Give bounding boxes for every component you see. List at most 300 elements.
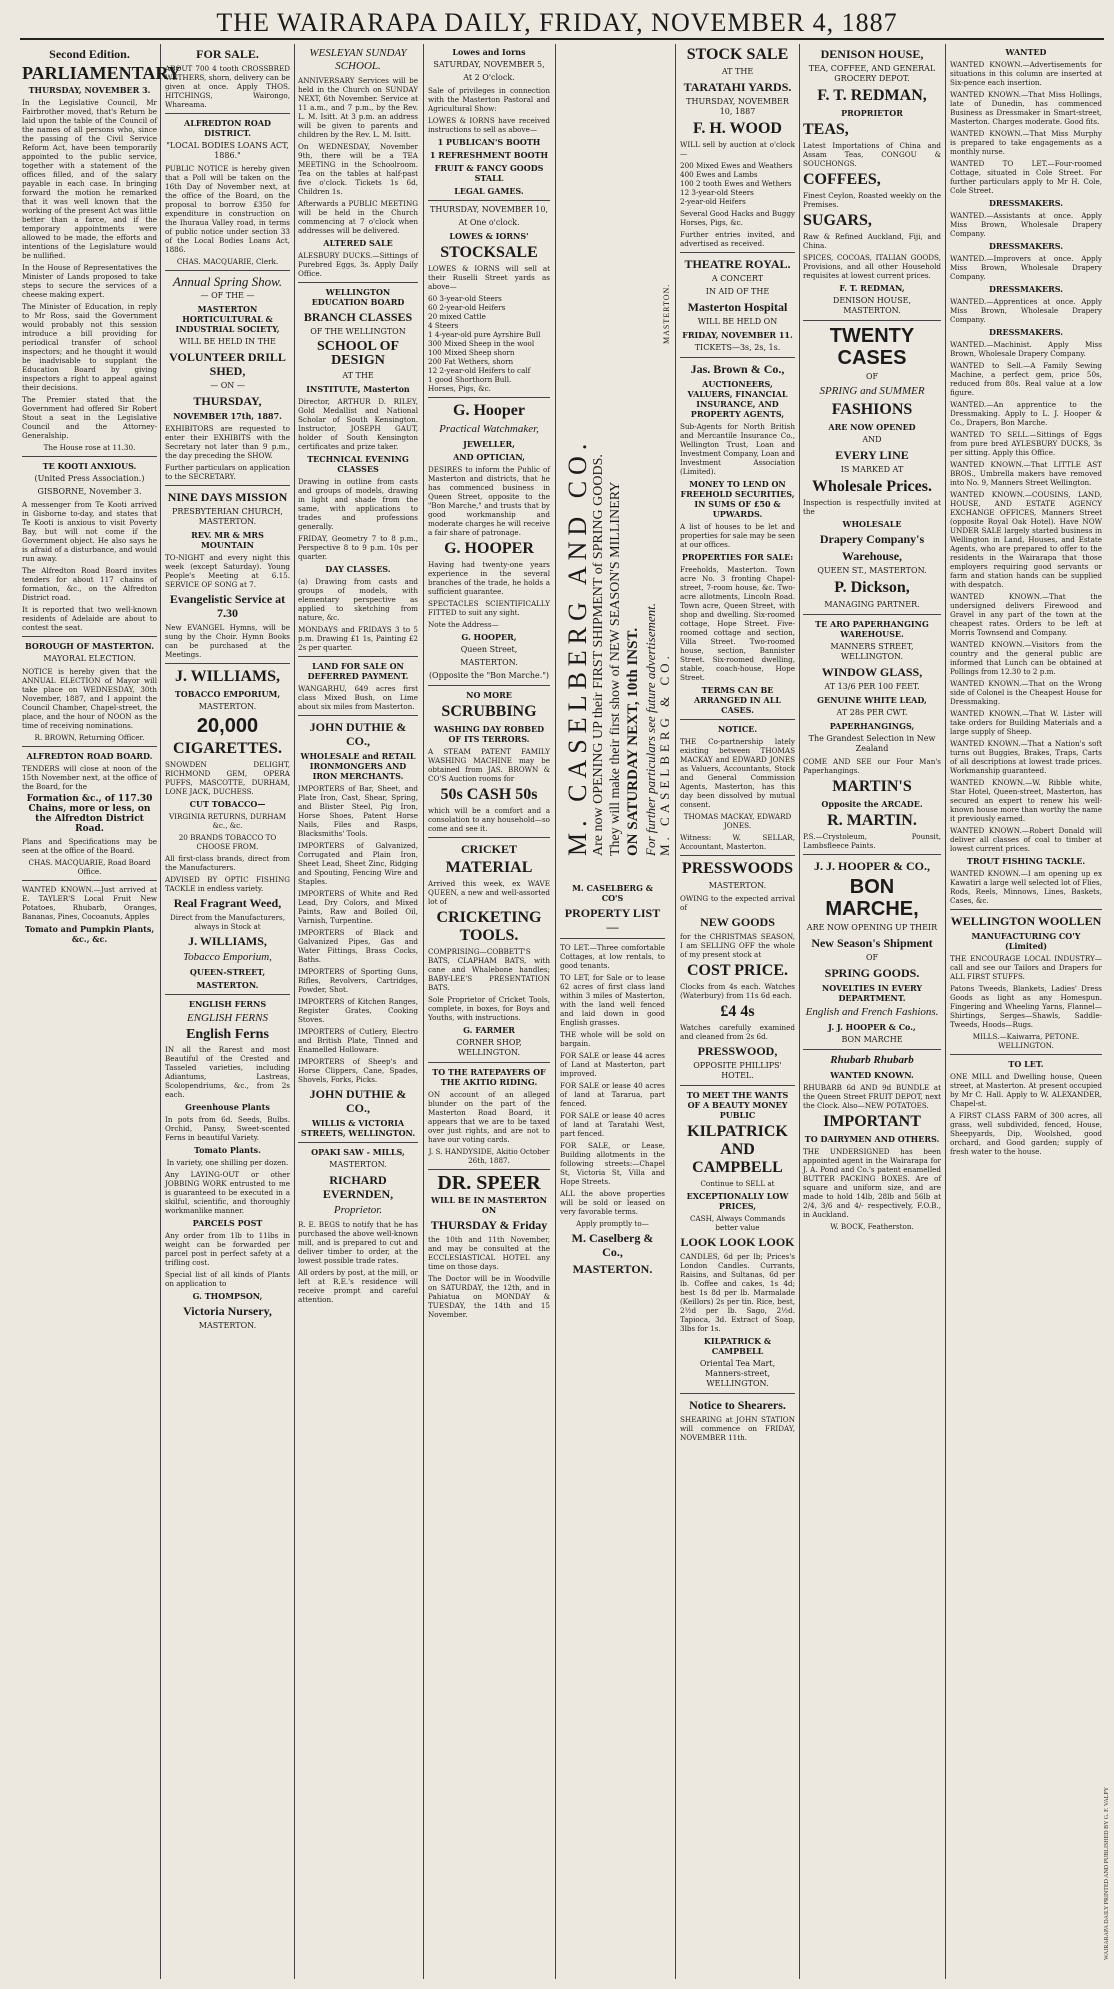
advert-paragraph: IN all the Rarest and most Beautiful of the Crested and Tasseled varieties, including Adiantums, Lastreas, Scolopendriums, &c., from 2s each. (165, 1045, 290, 1099)
warehouse-sub: Opposite the ARCADE. (821, 799, 923, 809)
advert-paragraph: (a) Drawing from casts and groups of models, with elementary perspective as applied to sketching from nature, &c. (298, 577, 418, 622)
advert-paragraph: ONE MILL and Dwelling house, Queen street, at Masterton. At present occupied by Mr C. Hall. Apply to W. ALEXANDER, Chapel-st. (950, 1072, 1102, 1108)
tolet-heading: TO LET. (1008, 1059, 1044, 1069)
letter-signature: J. S. HANDYSIDE, Akitio October 26th, 1887. (428, 1147, 550, 1165)
notice-heading: NOTICE. (717, 724, 758, 734)
advert-paragraph: MONDAYS and FRIDAYS 3 to 5 p.m. Drawing £1 1s, Painting £2 2s per quarter. (298, 625, 418, 652)
grocer-sub: LOOK LOOK LOOK (680, 1235, 795, 1249)
wanted-heading: WANTED (1005, 47, 1047, 57)
notice-paragraph: PUBLIC NOTICE is hereby given that a Poll will be taken on the 16th Day of November next, at the office of the Board, on the proposal to borrow £350 for expenditure in construction on the Ihuraua Valley road, in terms of public notice under section 33 of the Local Bodies Loans Act, 1886. (165, 164, 290, 254)
cricket-heading: MATERIAL (445, 859, 533, 876)
doctor-heading: DR. SPEER (437, 1172, 541, 1194)
article-paragraph: The Premier stated that the Government had offered Sir Robert Stout a seat in the Legislative Council and the Attorney-Generalship. (22, 395, 157, 440)
property-item: TO LET, for Sale or to lease 62 acres of first class land within 3 miles of Masterton, with the land well fenced and laid down in good English grasses. (560, 973, 665, 1027)
show-day: THURSDAY, (193, 394, 262, 408)
rhubarb-heading: Rhubarb Rhubarb (830, 1054, 914, 1066)
notice-paragraph: Witness: W. SELLAR, Accountant, Masterton. (680, 833, 795, 851)
advert-heading: J. WILLIAMS, (188, 934, 267, 948)
advert-paragraph: ABOUT 700 4 tooth CROSSBRED WETHERS, shorn, delivery can be given at once. Apply THOS. HITCHINGS, Wairongo, Whareama. (165, 64, 290, 109)
separator (803, 854, 941, 855)
column-divider (945, 44, 946, 1979)
separator (298, 1142, 418, 1143)
advert-paragraph: Further entries invited, and advertised as received. (680, 230, 795, 248)
auction-item: 1 PUBLICAN'S BOOTH (437, 137, 541, 147)
advert-paragraph: Having had twenty-one years experience in the several branches of the trade, he holds a sufficient guarantee. (428, 560, 550, 596)
section-heading: PARLIAMENTARY (22, 63, 181, 83)
column-6 (680, 44, 795, 1979)
grocer-heading: KILPATRICK AND CAMPBELL (687, 1123, 788, 1176)
cricket-heading: CRICKETING TOOLS. (436, 909, 542, 944)
grocer-owner: F. T. REDMAN, (839, 283, 905, 293)
grocer-name: KILPATRICK & CAMPBELL (703, 1336, 772, 1356)
separator (165, 994, 290, 995)
advert-sub: MASTERTON. (198, 702, 257, 711)
advert-paragraph: R. E. BEGS to notify that he has purchased the above well-known mill, and is prepared to cut and deliver timber to order, at the lowest possible trade rates. (298, 1220, 418, 1265)
separator (680, 719, 795, 720)
advert-heading: ENGLISH FERNS (187, 1012, 268, 1024)
column-4 (428, 44, 550, 1979)
stock-sub: AT THE (721, 67, 754, 76)
property-item: Apply promptly to— (576, 1219, 649, 1228)
show-text: MASTERTON HORTICULTURAL & INDUSTRIAL SOCIETY, (175, 304, 280, 334)
advert-paragraph: LOWES & IORNS have received instructions to sell as above— (428, 116, 550, 134)
concert-heading: THEATRE ROYAL. (684, 257, 791, 271)
drapery-sub: WHOLESALE (842, 519, 902, 529)
merchant-heading: JOHN DUTHIE & CO., (309, 720, 407, 748)
auction-heading: LOWES & IORNS' (449, 231, 529, 241)
advert-paragraph: IMPORTERS of Galvanized, Corrugated and Plain Iron, Sheet Lead, Sheet Zinc, Ridging and Spouting, Fencing Wire and Staples. (298, 841, 418, 886)
separator (560, 938, 665, 939)
separator (22, 636, 157, 637)
separator (803, 320, 941, 321)
notice-signature: CHAS. MACQUARIE, Road Board Office. (28, 858, 151, 876)
advert-paragraph: In variety, one shilling per dozen. (166, 1158, 289, 1167)
show-heading: Annual Spring Show. (172, 274, 283, 289)
advert-paragraph: The Doctor will be in Woodville on SATURDAY, the 12th, and in Pahiatua on MONDAY & TUESDAY, the 14th and 15 November. (428, 1274, 550, 1319)
advert-figure: 20,000 (196, 715, 259, 737)
fashion-sub: SPRING and SUMMER (819, 385, 925, 397)
advert-paragraph: Several Good Hacks and Buggy Horses, Pigs, &c. (680, 209, 795, 227)
column-7 (803, 44, 941, 1979)
advert-paragraph: THE ENCOURAGE LOCAL INDUSTRY—call and see our Tailors and Drapers for ALL FIRST STUFFS. (950, 954, 1102, 981)
column-5 (560, 880, 665, 1980)
draper-heading: New Season's Shipment (811, 936, 933, 950)
advert-paragraph: All first-class brands, direct from the Manufacturers. (165, 854, 290, 872)
auction-heading: Lowes and Iorns (452, 47, 526, 57)
advert-paragraph: IMPORTERS of Sporting Guns, Rifles, Revolvers, Cartridges, Powder, Shot. (298, 967, 418, 994)
wanted-item: WANTED KNOWN.—That the undersigned delivers Firewood and Gravel in any part of the town at the cheapest rates. Orders to be left at Morris Townsend and Company. (950, 592, 1102, 637)
separator (22, 880, 157, 881)
auction-item: FRUIT & FANCY GOODS STALL (434, 163, 544, 183)
advert-paragraph: A FIRST CLASS FARM of 300 acres, all grass, well subdivided, fenced, House, Sheepyards, Dip, Woolshed, good orchard, and Good garden; supply of fresh water to the house. (950, 1111, 1102, 1156)
column-divider (555, 44, 556, 1979)
advert-paragraph: ON account of an alleged blunder on the part of the Masterton Road Board, it appears that we are to be taxed over just rights, and are not to have our voting cards. (428, 1090, 550, 1144)
concert-tickets: TICKETS—3s, 2s, 1s. (694, 343, 781, 352)
advert-paragraph: FRIDAY, Geometry 7 to 8 p.m., Perspective 8 to 9 p.m. 10s per quarter. (298, 534, 418, 561)
advert-sub: Tobacco Emporium, (183, 951, 272, 963)
warehouse-sub: The Grandest Selection in New Zealand (808, 734, 936, 753)
watchmaker-address: MASTERTON. (460, 658, 518, 667)
auction-time: At 2 O'clock. (463, 73, 515, 82)
merchant-sub: WILLIS & VICTORIA STREETS, WELLINGTON. (300, 1118, 416, 1138)
advert-paragraph: SPECTACLES SCIENTIFICALLY FITTED to suit any sight. (428, 599, 550, 617)
drapery-heading: Drapery Company's (819, 532, 925, 546)
property-item: TO LET.—Three comfortable Cottages, at low rentals, to good tenants. (560, 943, 665, 970)
wanted-item: WANTED TO SELL.—Sittings of Eggs from pure bred AYLESBURY DUCKS, 3s per sitting. Apply this Office. (950, 430, 1102, 457)
draper-sub: NOVELTIES IN EVERY DEPARTMENT. (821, 983, 923, 1003)
grocer-owner: F. T. REDMAN, (817, 87, 927, 104)
draper-sub: English and French Fashions. (805, 1006, 939, 1018)
article-paragraph: The House rose at 11.30. (43, 443, 136, 452)
wanted-item: WANTED KNOWN.—W. Ribble white, Star Hotel, Queen-street, Masterton, has secured an expert to renew his well-known house more than worthy the name it previously earned. (950, 778, 1102, 823)
washing-heading: NO MORE (466, 690, 512, 700)
advert-paragraph: Watches carefully examined and cleaned from 2s 6d. (680, 1023, 795, 1041)
wanted-item: WANTED KNOWN.—I am opening up ex Kawatiri a large well selected lot of Flies, Rods, Reels, Minnows, Lines, Baskets, Cases, &c. (950, 869, 1102, 905)
advert-signature: MILLS.—Kaiwarra, PETONE. WELLINGTON. (972, 1032, 1080, 1050)
fashion-sub: EVERY LINE (835, 448, 909, 462)
notice-subheading: "LOCAL BODIES LOANS ACT, 1886." (166, 141, 289, 160)
warehouse-heading: MARTIN'S (832, 778, 912, 795)
class-sub: OF THE WELLINGTON (310, 327, 406, 336)
advert-paragraph: Patons Tweeds, Blankets, Ladies' Dress Goods as light as any Homespun. Fingering and Wheeling Yarns, Flannel—Shirtings, Serges—Shawls, Saddle-Tweeds, Hoods—Rugs. (950, 984, 1102, 1029)
wanted-item: WANTED KNOWN.—Visitors from the country and the general public are informed that Lunch can be obtained at Pollings from 12.30 to 2 p.m. (950, 640, 1102, 676)
separator (950, 1054, 1102, 1055)
column-2 (165, 44, 290, 1979)
separator (165, 270, 290, 271)
show-text: WILL BE HELD IN THE (179, 337, 276, 346)
show-date: NOVEMBER 17th, 1887. (173, 411, 282, 421)
separator (803, 614, 941, 615)
vertical-advert-line: They will make their first show of NEW SEASON'S MILLINERY (608, 481, 623, 856)
advert-paragraph: Special list of all kinds of Plants on application to (165, 1270, 290, 1288)
advert-paragraph: RHUBARB 6d AND 9d BUNDLE at the Queen Street FRUIT DEPOT, next the Clock. Also—NEW POTATOES. (803, 1083, 941, 1110)
warehouse-heading: TE ARO PAPERHANGING WAREHOUSE. (815, 619, 929, 639)
property-heading: M. CASELBERG & CO'S (572, 883, 653, 903)
advert-paragraph: ALESBURY DUCKS.—Sittings of Purebred Eggs, 3s. Apply Daily Office. (298, 251, 418, 278)
advert-paragraph: All orders by post, at the mill, or left at R.E.'s residence will receive prompt and careful attention. (298, 1268, 418, 1304)
column-1 (22, 44, 181, 1979)
wanted-item: WANTED.—Improvers at once. Apply Miss Brown, Wholesale Drapery Company. (950, 254, 1102, 281)
mill-sub: Proprietor. (333, 1204, 383, 1216)
advert-paragraph: IMPORTERS of Bar, Sheet, and Plate Iron, Cast, Shear, Spring, and Blister Steel, Pig Iron, Horse Shoes, Patent Horse Nails, Files and Rasps, Blacksmiths' Tools. (298, 784, 418, 838)
advert-sub: Greenhouse Plants (185, 1102, 270, 1112)
advert-paragraph: SPICES, COCOAS, ITALIAN GOODS, Provisions, and all other Household requisites at lowest current prices. (803, 253, 941, 280)
separator (165, 663, 290, 664)
wanted-heading: DRESSMAKERS. (988, 284, 1064, 294)
advert-paragraph: On WEDNESDAY, November 9th, there will be a TEA MEETING in the Schoolroom. Tea on the tables at half-past five o'clock. Tickets 1s 6d, Children 1s. (298, 142, 418, 196)
dairy-sub: TO DAIRYMEN AND OTHERS. (804, 1134, 940, 1144)
advert-paragraph: Continue to SELL at (700, 1179, 775, 1188)
separator (680, 252, 795, 253)
column-divider (423, 44, 424, 1979)
advert-paragraph: Any order from 1lb to 11lbs in weight can be forwarded per parcel post in perfect safety at a trifling cost. (165, 1231, 290, 1267)
property-agent: MASTERTON. (572, 1262, 653, 1276)
drapery-sub: MANAGING PARTNER. (824, 600, 920, 609)
column-divider (675, 44, 676, 1979)
advert-heading: ALTERED SALE (323, 238, 393, 248)
notice-subheading: MAYORAL ELECTION. (43, 654, 136, 663)
advert-paragraph: OWING to the expected arrival of (680, 894, 795, 912)
advert-paragraph: Finest Ceylon, Roasted weekly on the Premises. (803, 191, 941, 209)
advert-paragraph: for the CHRISTMAS SEASON, I am SELLING OFF the whole of my present stock at (680, 932, 795, 959)
notice-signature: CHAS. MACQUARIE, Clerk. (176, 257, 279, 266)
article-subheading: (United Press Association.) (34, 474, 145, 483)
warehouse-product: GENUINE WHITE LEAD, (817, 695, 927, 705)
concert-sub: A CONCERT (711, 274, 764, 283)
auction-item: LEGAL GAMES. (454, 186, 524, 196)
separator (428, 685, 550, 686)
advert-sub: Tomato Plants. (194, 1145, 261, 1155)
wanted-item: WANTED to Sell.—A Family Sewing Machine, a perfect gem, price 50s, reduced from 80s. Real value at a low figure. (950, 361, 1102, 397)
agent-sub: PROPERTIES FOR SALE: (681, 552, 794, 562)
warehouse-price: AT 13/6 PER 100 FEET. (824, 682, 920, 691)
fashion-sub: IS MARKED AT (840, 465, 904, 474)
separator (680, 1393, 795, 1394)
advert-sub: CUT TOBACCO— (189, 799, 266, 809)
notice-paragraph: THE Co-partnership lately existing between THOMAS MACKAY and EDWARD JONES as Valuers, Accountants, Stock and General Commission Agents, Masterton, has this day been dissolved by mutual consent. (680, 737, 795, 809)
advert-paragraph: IMPORTERS of Sheep's and Horse Clippers, Cane, Spades, Shovels, Forks, Picks. (298, 1057, 418, 1084)
separator (298, 656, 418, 657)
masthead-rule (20, 38, 1104, 40)
shop-sub: TO MEET THE WANTS OF A BEAUTY MONEY PUBLIC (686, 1090, 789, 1120)
show-venue: VOLUNTEER DRILL SHED, (169, 350, 286, 378)
wanted-item: WANTED KNOWN.—That W. Lister will take orders for Building Materials and a large supply of Sheep. (950, 709, 1102, 736)
property-item: THE whole will be sold on bargain. (560, 1030, 665, 1048)
grocer-sub: TEA, COFFEE, AND GENERAL GROCERY DEPOT. (808, 64, 936, 83)
advert-paragraph: the 10th and 11th November, and may be consulted at the ECCLESIASTICAL HOTEL any time on those days. (428, 1235, 550, 1271)
separator (428, 397, 550, 398)
wanted-item: WANTED KNOWN.—COUSINS, LAND, HOUSE, AND ESTATE AGENCY EXCHANGE OFFICES, Manners Street (opposite Royal Oak Hotel). Have NOW UNDER SALE largely started business in Wellington in Land, Houses, and Estate Agents, who are prepared to offer to the residents in the Wairarapa that those employers requiring good servants or farm and station hands can be supplied with despatch. (950, 490, 1102, 589)
advert-paragraph: Sole Proprietor of Cricket Tools, complete, in boxes, for Boys and Youths, with instructions. (428, 995, 550, 1022)
advert-paragraph: Raw & Refined Auckland, Fiji, and China. (803, 232, 941, 250)
property-heading: PROPERTY LIST— (564, 906, 661, 934)
show-text: — ON — (210, 381, 245, 390)
woollen-heading: WELLINGTON WOOLLEN (950, 914, 1102, 928)
fashion-sub: AND (862, 435, 882, 444)
advert-paragraph: WANGARHU, 649 acres first class Mixed Bush, on Lime about six miles from Masterton. (298, 684, 418, 711)
cricket-seller: G. FARMER (463, 1025, 515, 1035)
woollen-sub: MANUFACTURING CO'Y (Limited) (971, 931, 1081, 951)
merchant-sub: WHOLESALE and RETAIL IRONMONGERS AND IRON MERCHANTS. (300, 751, 416, 781)
article-paragraph: In the House of Representatives the Minister of Lands proposed to take steps to secure the services of a cheese making expert. (22, 263, 157, 299)
draper-heading: SPRING GOODS. (824, 966, 920, 980)
notice-heading: ALFREDTON ROAD BOARD. (26, 751, 153, 761)
advert-paragraph: Director, ARTHUR D. RILEY, Gold Medallist and National Scholar of South Kensington. Instructor, JOSEPH GAUT, holder of South Kensington certificates and prize taker. (298, 397, 418, 451)
advert-name: G. THOMPSON, (192, 1291, 263, 1301)
advert-heading: English Ferns (186, 1027, 269, 1042)
concert-cause: Masterton Hospital (687, 300, 788, 314)
shop-sub: OPPOSITE PHILLIPS' HOTEL. (693, 1061, 782, 1080)
vertical-advert-line: For further particulars see future advertisement. (643, 603, 658, 856)
watchmaker-trade: AND OPTICIAN, (453, 452, 525, 462)
property-item: FOR SALE or lease 40 acres of land at Tararua, part fenced. (560, 1081, 665, 1108)
fashion-heading: FASHIONS (831, 401, 913, 418)
grocer-address: Oriental Tea Mart, Manners-street, WELLINGTON. (699, 1359, 776, 1388)
fashion-sub: OF (865, 372, 879, 381)
advert-paragraph: ADVISED BY OPTIC FISHING TACKLE in endless variety. (165, 875, 290, 893)
draper-sub: BON MARCHE (841, 1035, 903, 1044)
school-heading: SCHOOL OF DESIGN (316, 339, 400, 368)
side-imprint-text: WAIRARAPA DAILY PRINTED AND PUBLISHED BY G. F. VALPY (1104, 1786, 1110, 1960)
warehouse-address: MANNERS STREET, WELLINGTON. (830, 642, 914, 661)
stock-list: 200 Mixed Ewes and Weathers 400 Ewes and Lambs 100 2 tooth Ewes and Wethers 12 3-year-old Steers 2-year-old Heifers (680, 161, 793, 206)
grocer-product: SUGARS, (803, 212, 872, 229)
agent-sub: AUCTIONEERS, VALUERS, FINANCIAL INSURANCE, AND PROPERTY AGENTS, (687, 379, 788, 419)
separator (428, 200, 550, 201)
stock-list: 60 3-year-old Steers 60 2-year-old Heifers 20 mixed Cattle 4 Steers 1 4-year-old pure Ayrshire Bull 300 Mixed Sheep in the wool 100 Mixed Sheep shorn 200 Fat Wethers, shorn 12 2-year-old Heifers to calf 1 good Shorthorn Bull. Horses, Pigs, &c. (428, 294, 541, 393)
stocksale-heading: STOCKSALE (440, 244, 538, 261)
show-text: — OF THE — (200, 291, 255, 300)
advert-paragraph: Sub-Agents for North British and Mercantile Insurance Co., Wellington Trust, Loan and Investment Company, Loan and Investment Association (Limited). (680, 422, 795, 476)
draper-name: J. J. HOOPER & Co., (828, 1022, 916, 1032)
shop-price: £4 4s (720, 1003, 755, 1020)
wanted-item: WANTED.—Apprentices at once. Apply Miss Brown, Wholesale Drapery Company. (950, 297, 1102, 324)
advert-sub: MASTERTON. (198, 1321, 257, 1330)
fashion-heading: TWENTY CASES (829, 325, 915, 369)
property-agent: M. Caselberg & Co., (571, 1231, 654, 1259)
watchmaker-name: G. HOOPER, (461, 632, 517, 642)
stock-date: THURSDAY, NOVEMBER 10, 1887 (686, 97, 789, 116)
advert-paragraph: Further particulars on application to the SECRETARY. (165, 463, 290, 481)
watchmaker-name: G. HOOPER (444, 540, 534, 557)
advert-heading: FOR SALE. (196, 47, 259, 61)
dateline: GISBORNE, November 3. (37, 487, 142, 496)
advert-paragraph: COMPRISING—COBBETT'S BATS, CLAPHAM BATS, with cane and Whalebone handles; BABY-LEE'S PRESENTATION BATS. (428, 947, 550, 992)
mill-owner: RICHARD EVERNDEN, (322, 1173, 394, 1201)
separator (680, 855, 795, 856)
advert-paragraph: Note the Address— (428, 620, 499, 629)
notice-paragraph: NOTICE is hereby given that the ANNUAL ELECTION of Mayor will take place on WEDNESDAY, 30th November, 1887, and I appoint the Council Chamber, Chapel-street, the place, and the hour of NOON as the time of receiving nominations. (22, 667, 157, 730)
shop-heading: COST PRICE. (686, 962, 789, 979)
advert-heading: Victoria Nursery, (183, 1304, 272, 1318)
advert-paragraph: IMPORTERS of Black and Galvanized Pipes, Gas and Water Fittings, Brass Cocks, Baths. (298, 928, 418, 964)
watchmaker-trade: Practical Watchmaker, (439, 423, 539, 435)
board-heading: WELLINGTON EDUCATION BOARD (311, 287, 405, 307)
wanted-item: WANTED KNOWN.—Advertisements for situations in this column are inserted at Six-pence each insertion. (950, 60, 1102, 87)
advert-paragraph: ANNIVERSARY Services will be held in the Church on SUNDAY NEXT, 6th November. Service at 11 a.m., and 7 p.m., by the Rev. L. M. Isitt. At 3 p.m. an address will be given to parents and children by the Rev. L. M. Isitt. (298, 76, 418, 139)
drapery-manager: P. Dickson, (834, 579, 910, 596)
wanted-item: WANTED.—An apprentice to the Dressmaking. Apply to L. J. Hooper & Co., Drapers, Bon Marche. (950, 400, 1102, 427)
separator (428, 1062, 550, 1063)
advert-paragraph: LOWES & IORNS will sell at their Ruselli Street yards as above— (428, 264, 550, 291)
stock-heading: TARATAHI YARDS. (683, 80, 792, 94)
article-paragraph: A messenger from Te Kooti arrived in Gisborne to-day, and states that Te Kooti is anxious to visit Poverty Bay, but will not come if the Government object. He also says he is afraid of a disturbance, and would run away. (22, 500, 157, 563)
wanted-item: WANTED.—Machinist. Apply Miss Brown, Wholesale Drapery Company. (950, 340, 1102, 358)
advert-paragraph: IMPORTERS of White and Red Lead, Dry Colors, and Mixed Paints, Raw and Boiled Oil, Varnish, Turpentine. (298, 889, 418, 925)
article-paragraph: The Minister of Education, in reply to Mr Ross, said the Government would probably not this session introduce a bill providing for periodical transfer of school inspectors; and he thought it would be inadvisable to supplant the Education Board by giving inspectors a right to appeal against their decisions. (22, 302, 157, 392)
advert-paragraph: Freeholds, Masterton. Town acre No. 3 fronting Chapel-street, 7-room house, &c. Two-acre allotments, Lincoln Road. Town acre, Queen Street, with shop and dwelling. Six-roomed cottage, Hope Street. Five-roomed cottage and section, Villa Street. Two-roomed house, section, Bannister Street. Six-roomed dwelling, stable, coach-house, Hope Street. (680, 565, 795, 682)
drapery-address: QUEEN ST., MASTERTON. (817, 566, 927, 575)
wanted-heading: DRESSMAKERS. (988, 198, 1064, 208)
watchmaker-trade: JEWELLER, (463, 439, 515, 449)
merchant-heading: JOHN DUTHIE & CO., (309, 1087, 407, 1115)
advert-paragraph: Afterwards a PUBLIC MEETING will be held in the Church commencing at 7 o'clock when addresses will be delivered. (298, 199, 418, 235)
watchmaker-name: G. Hooper (453, 402, 525, 419)
advert-paragraph: Clocks from 4s each. Watches (Waterbury) from 11s 6d each. (680, 982, 795, 1000)
masthead-title: THE WAIRARAPA DAILY, FRIDAY, NOVEMBER 4, 1887 (216, 8, 898, 37)
notice-paragraph: TENDERS will close at noon of the 15th November next, at the office of the Board, for the (22, 764, 157, 791)
advert-paragraph: A list of houses to be let and properties for sale may be seen at our offices. (680, 522, 795, 549)
auction-item: 1 REFRESHMENT BOOTH (429, 150, 549, 160)
advert-paragraph: COME AND SEE our Four Man's Paperhangings. (803, 757, 941, 775)
class-sub: INSTITUTE, Masterton (306, 384, 410, 394)
advert-sub: MASTERTON. (196, 980, 259, 990)
wanted-item: WANTED KNOWN.—That on the Wrong side of Colonel is the Cheapest House for Dressmaking. (950, 679, 1102, 706)
washing-price: 50s CASH 50s (440, 786, 538, 803)
fashion-heading: Wholesale Prices. (812, 478, 932, 495)
advert-paragraph: Inspection is respectfully invited at the (803, 498, 941, 516)
notice-bold: Formation &c., of 117.30 Chains, more or less, on the Alfredton District Road. (26, 794, 153, 834)
notice-heading: ALFREDTON ROAD DISTRICT. (184, 118, 271, 138)
wanted-item: WANTED KNOWN.—That Miss Murphy is prepared to take engagements as a monthly nurse. (950, 129, 1102, 156)
advert-heading: J. WILLIAMS, (174, 668, 281, 685)
masthead (0, 0, 1114, 40)
column-divider (799, 44, 800, 1979)
class-sub: AT THE (342, 371, 374, 380)
advert-paragraph: 20 BRANDS TOBACCO TO CHOOSE FROM. (178, 833, 277, 851)
column-8 (950, 44, 1102, 1979)
wanted-item: WANTED TO LET.—Four-roomed Cottage, situated in Cole Street. For further particulars apply to Mr H. Cole, Cole Street. (950, 159, 1102, 195)
class-heading: BRANCH CLASSES (303, 310, 413, 324)
concert-sub: WILL BE HELD ON (697, 317, 778, 326)
separator (298, 715, 418, 716)
separator (950, 909, 1102, 910)
vertical-advert-line: M. CASELBERG AND CO. (563, 437, 592, 856)
concert-date: FRIDAY, NOVEMBER 11. (682, 330, 793, 340)
mission-sub: REV. MR & MRS MOUNTAIN (191, 530, 264, 550)
advert-heading: ENGLISH FERNS (188, 999, 267, 1009)
advert-paragraph: TO-NIGHT and every night this week (except Saturday). Young People's Meeting at 6.15. SERVICE OF SONG at 7. (165, 553, 290, 589)
advert-paragraph: A STEAM PATENT FAMILY WASHING MACHINE may be obtained from JAS. BROWN & CO'S Auction rooms for (428, 747, 550, 783)
advert-paragraph: CASH, Always Commands better value (689, 1214, 786, 1232)
advert-paragraph: IMPORTERS of Cutlery, Electro and British Plate, Tinned and Enamelled Holloware. (298, 1027, 418, 1054)
agent-heading: Jas. Brown & Co., (690, 362, 785, 376)
cricket-seller: CORNER SHOP, WELLINGTON. (456, 1038, 522, 1057)
advert-paragraph: EXHIBITORS are requested to enter their EXHIBITS with the Secretary not later than 9 p.m., the day preceding the SHOW. (165, 424, 290, 460)
column-3 (298, 44, 418, 1979)
warehouse-product: PAPERHANGINGS, (829, 721, 915, 731)
separator (680, 357, 795, 358)
advert-sub: TOBACCO EMPORIUM, (174, 689, 281, 699)
agent-sub: MONEY TO LEND ON FREEHOLD SECURITIES, IN SUMS OF £50 & UPWARDS. (680, 479, 795, 519)
advert-paragraph: WANTED KNOWN.—Just arrived at E. TAYLER'S Local Fruit New Potatoes, Rhubarb, Oranges, Bananas, Pines, Cocoanuts, Apples (22, 885, 157, 921)
column-divider (294, 44, 295, 1979)
warehouse-owner: R. MARTIN. (827, 812, 917, 829)
watchmaker-address: (Opposite the "Bon Marche.") (428, 671, 550, 680)
advert-sub: PARCELS POST (192, 1218, 263, 1228)
advert-heading: Real Fragrant Weed, (173, 896, 282, 910)
advert-signature: W. BOCK, Featherston. (830, 1222, 914, 1231)
advert-paragraph: Sale of privileges in connection with the Masterton Pastoral and Agricultural Show: (428, 86, 550, 113)
fashion-sub: ARE NOW OPENED (828, 422, 916, 432)
draper-sub: OF (865, 953, 879, 962)
dateline: THURSDAY, NOVEMBER 3. (28, 85, 151, 95)
grocer-heading: DENISON HOUSE, (820, 47, 924, 61)
vertical-advert-line: ON SATURDAY NEXT, 10th INST. (625, 627, 641, 856)
auction-date: SATURDAY, NOVEMBER 5, (433, 60, 545, 69)
column-divider (160, 44, 161, 1979)
advert-sub: QUEEN-STREET, (189, 967, 266, 977)
advert-paragraph: THE UNDERSIGNED has been appointed agent in the Wairarapa for J. A. Pond and Co.'s patent enamelled BUTTER PACKING BOXES. Are of square and uniform size, and are made to hold 14lb, 28lb and 56lb at 2/4, 3/6 and 4/- respectively, F.O.B., in Auckland. (803, 1147, 941, 1219)
advert-paragraph: SHEARING at JOHN STATION will commence on FRIDAY, NOVEMBER 11th. (680, 1415, 795, 1442)
separator (428, 1169, 550, 1170)
property-item: FOR SALE or lease 44 acres of Land at Masterton, part improved. (560, 1051, 665, 1078)
mill-sub: MASTERTON. (329, 1160, 387, 1169)
notice-signature: THOMAS MACKAY, EDWARD JONES. (683, 812, 792, 830)
washing-heading: SCRUBBING (441, 703, 537, 720)
separator (22, 456, 157, 457)
advert-paragraph: DESIRES to inform the Public of Masterton and districts, that he has commenced business in Queen Street, opposite to the "Bon Marche," and trusts that by good workmanship and moderate charges he will receive a fair share of patronage. (428, 465, 550, 537)
